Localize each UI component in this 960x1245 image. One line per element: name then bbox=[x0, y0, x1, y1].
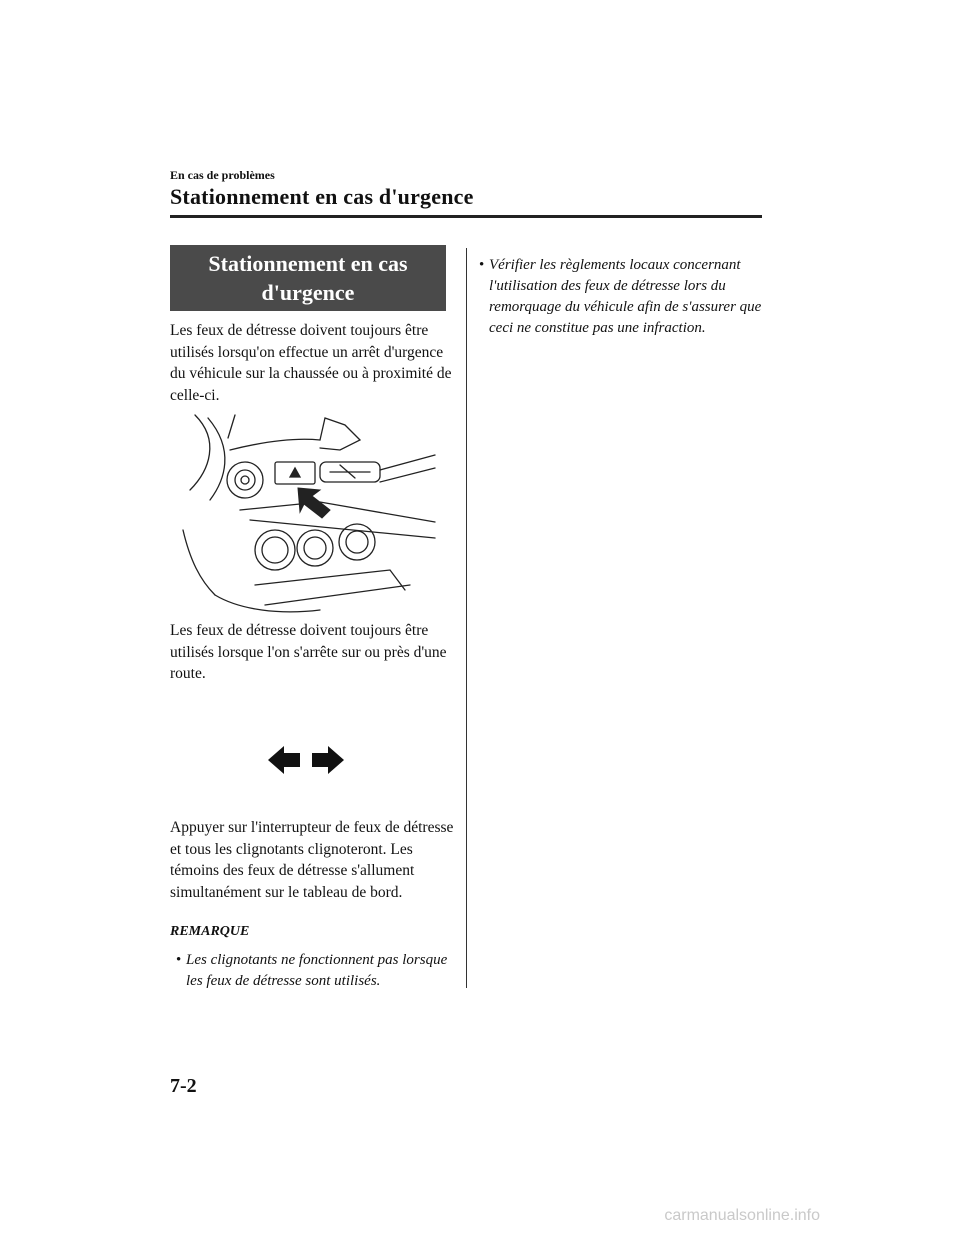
note-item-1 bbox=[176, 950, 456, 992]
hazard-switch-illustration bbox=[180, 410, 440, 615]
remark-label: REMARQUE bbox=[170, 924, 250, 939]
turn-signal-arrows-icon bbox=[266, 742, 346, 778]
column-divider bbox=[466, 248, 467, 988]
bullet: • bbox=[176, 952, 182, 968]
section-label: En cas de problèmes bbox=[170, 168, 275, 182]
page-number: 7-2 bbox=[170, 1075, 197, 1097]
paragraph-2: Les feux de détresse doivent toujours être utilisés lorsque l'on s'arrête sur ou près d'une route. bbox=[170, 622, 447, 682]
section-heading bbox=[170, 245, 446, 311]
heading-line-2: d'urgence bbox=[261, 280, 355, 305]
watermark: carmanualsonline.info bbox=[664, 1207, 820, 1224]
right-arrow-icon bbox=[312, 746, 344, 774]
note-text-1: Les clignotants ne fonctionnent pas lorsque les feux de détresse sont utilisés. bbox=[186, 952, 448, 989]
title-rule bbox=[170, 215, 762, 218]
note-text-2: Vérifier les règlements locaux concernant l'utilisation des feux de détresse lors du remorquage du véhicule afin de s'assurer que ceci ne constitue pas une infraction. bbox=[489, 257, 762, 336]
note-item-2 bbox=[479, 255, 764, 339]
page-title: Stationnement en cas d'urgence bbox=[170, 184, 474, 209]
bullet: • bbox=[479, 257, 485, 273]
paragraph-3: Appuyer sur l'interrupteur de feux de détresse et tous les clignotants clignoteront. Les témoins des feux de détresse s'allument simultanément sur le tableau de bord. bbox=[170, 819, 454, 901]
paragraph-1: Les feux de détresse doivent toujours être utilisés lorsqu'on effectue un arrêt d'urgence du véhicule sur la chaussée ou à proximité de celle-ci. bbox=[170, 322, 452, 404]
left-arrow-icon bbox=[268, 746, 300, 774]
heading-line-1: Stationnement en cas bbox=[208, 251, 408, 276]
